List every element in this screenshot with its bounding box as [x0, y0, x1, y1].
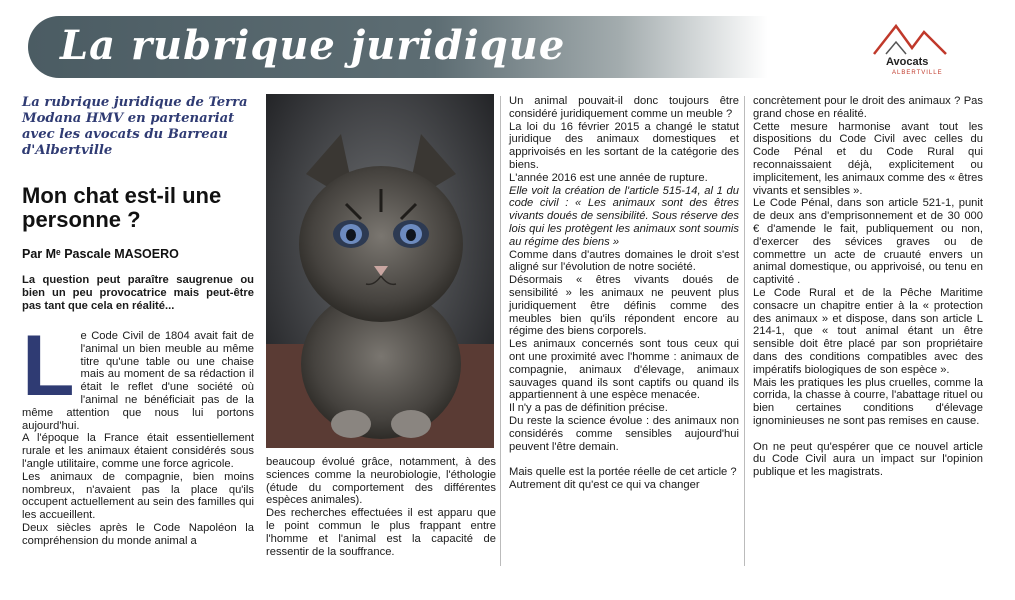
intro-text: La rubrique juridique de Terra Modana HMV en partenariat avec les avocats du Barreau d'Albertville — [22, 95, 248, 158]
paragraph: Le Code Pénal, dans son article 521-1, punit de deux ans d'emprisonnement et de 30 000 € d'amende le fait, publiquement ou non, d'exercer des sévices graves ou de commettre un acte de cruauté envers un animal domestique, ou apprivoisé, ou tenu en captivité . — [753, 197, 983, 287]
column-divider — [500, 96, 501, 566]
paragraph: e Code Civil de 1804 avait fait de l'animal un bien meuble au même titre qu'une table ou une chaise mais au moment de sa rédaction il était le reflet d'une société où l'animal ne bénéficiait pas de la même attention que nous lui portons aujourd'hui. — [22, 330, 254, 432]
article-column-3 — [509, 95, 739, 492]
paragraph: Du reste la science évolue : des animaux non considérés comme sensibles aujourd'hui peuvent l'être demain. — [509, 414, 739, 453]
paragraph: Les animaux de compagnie, bien moins nombreux, n'avaient pas la place qu'ils occupent actuellement au sein des familles qui les accueillent. — [22, 470, 254, 522]
kitten-image — [266, 94, 494, 448]
paragraph: Comme dans d'autres domaines le droit s'est aligné sur l'évolution de notre société. — [509, 248, 739, 274]
article-column-1 — [22, 318, 254, 548]
paragraph: Les animaux concernés sont tous ceux qui ont une proximité avec l'homme : animaux de compagnie, animaux d'élevage, animaux sauvages quand ils sont captifs ou quand ils appartiennent à une espèce menacée. — [509, 338, 739, 402]
article-lead: La question peut paraître saugrenue ou bien un peu provocatrice mais peut-être pas tant que cela en réalité... — [22, 274, 254, 312]
paragraph: Désormais « êtres vivants doués de sensibilité » les animaux ne peuvent plus juridiquement être définis comme des meubles bien qu'ils répondent encore au régime des biens corporels. — [509, 274, 739, 338]
avocats-logo — [866, 20, 966, 80]
paragraph: La loi du 16 février 2015 a changé le statut juridique des animaux domestiques et apprivoisés en les sortant de la catégorie des biens. — [509, 120, 739, 171]
kitten-photo — [266, 94, 494, 448]
paragraph-spacer — [753, 428, 983, 441]
paragraph: Deux siècles après le Code Napoléon la compréhension du monde animal a — [22, 521, 254, 547]
page-title: La rubrique juridique — [60, 22, 566, 69]
paragraph: Des recherches effectuées il est apparu que le point commun le plus frappant entre l'homme et l'animal est la capacité de ressentir de la souffrance. — [266, 507, 496, 558]
paragraph: Un animal pouvait-il donc toujours être considéré juridiquement comme un meuble ? — [509, 95, 739, 120]
drop-cap: L — [22, 318, 75, 414]
paragraph: On ne peut qu'espérer que ce nouvel article du Code Civil aura un impact sur l'opinion publique et les magistrats. — [753, 440, 983, 479]
paragraph: concrètement pour le droit des animaux ? Pas grand chose en réalité. — [753, 95, 983, 120]
paragraph: Il n'y a pas de définition précise. — [509, 402, 668, 415]
paragraph: Elle voit la création de l'article 515-14, al 1 du code civil : « Les animaux sont des êtres vivants doués de sensibilité. Sous réserve des lois qui les protègent les animaux sont soumis au régime des biens » — [509, 184, 739, 248]
mountain-logo-icon — [866, 20, 966, 60]
paragraph: Mais les pratiques les plus cruelles, comme la corrida, la chasse à courre, l'abattage rituel ou bien certaines conditions d'élevage ignominieuses ne sont pas remises en cause. — [753, 376, 983, 427]
paragraph: Autrement dit qu'est ce qui va changer — [509, 478, 700, 491]
paragraph: Mais quelle est la portée réelle de cet article ? — [509, 466, 737, 479]
paragraph: L'année 2016 est une année de rupture. — [509, 171, 708, 184]
article-headline: Mon chat est-il une personne ? — [22, 183, 222, 232]
paragraph: Cette mesure harmonise avant tout les dispositions du Code Civil avec celles du Code Pénal et du Code Rural qui reconnaissaient déjà, explicitement ou implicitement, les animaux comme des « êtres vivants et sensibles ». — [753, 120, 983, 197]
article-column-2 — [266, 456, 496, 558]
paragraph: beaucoup évolué grâce, notamment, à des sciences comme la neurobiologie, l'éthologie (étude du comportement des différentes espèces animales). — [266, 456, 496, 507]
paragraph: Le Code Rural et de la Pêche Maritime consacre un chapitre entier à la « protection des animaux » et dispose, dans son article L 214-1, que « tout animal étant un être sensible doit être placé par son propriétaire dans des conditions compatibles avec des impératifs biologiques de son espèce ». — [753, 286, 983, 376]
article-column-4 — [753, 95, 983, 479]
article-byline: Par Mᵉ Pascale MASOERO — [22, 247, 179, 261]
logo-subtitle: ALBERTVILLE — [892, 70, 943, 76]
paragraph: A l'époque la France était essentiellement rurale et les animaux étaient considérés sous l'angle utilitaire, comme une force agricole. — [22, 432, 254, 470]
column-divider — [744, 96, 745, 566]
logo-name: Avocats — [886, 56, 929, 68]
paragraph-spacer — [509, 453, 739, 466]
